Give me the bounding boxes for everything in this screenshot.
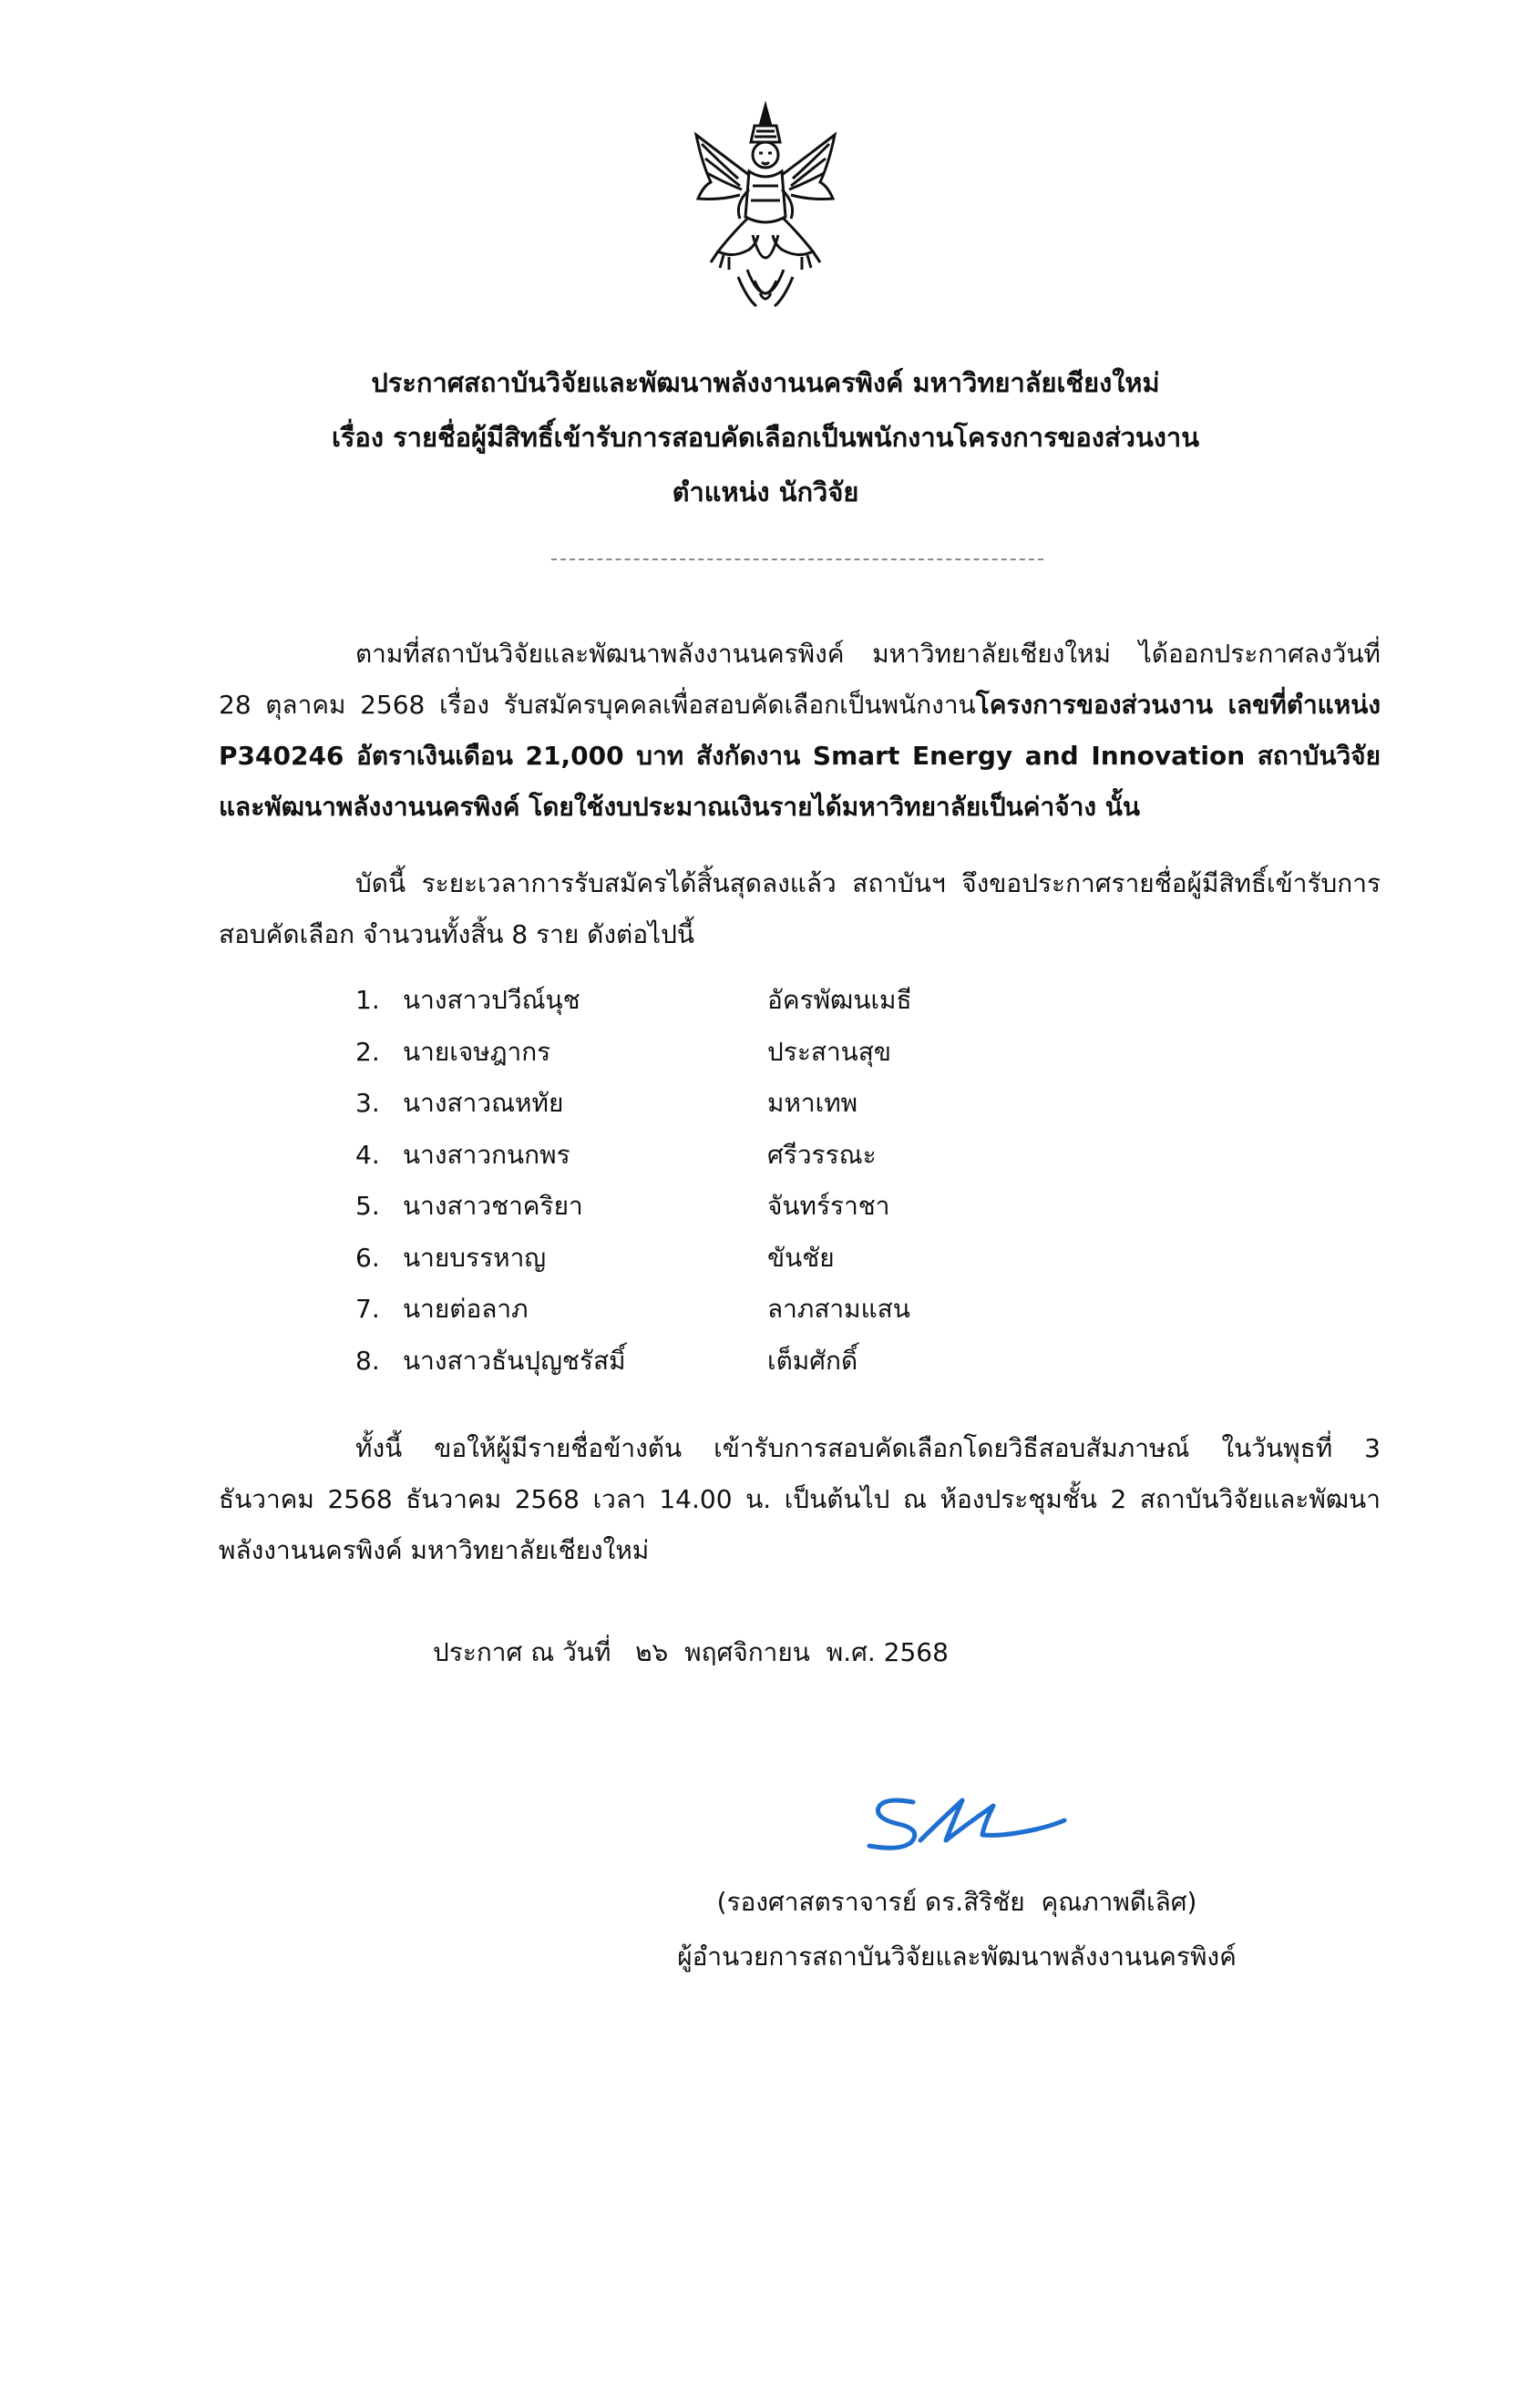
list-item: [355, 975, 1084, 1027]
announcement-title: ประกาศสถาบันวิจัยและพัฒนาพลังงานนครพิงค์ มหาวิทยาลัยเชียงใหม่: [371, 367, 1160, 398]
paragraph-background: [219, 629, 1381, 833]
list-item-last-name: ขันชัย: [767, 1242, 835, 1273]
list-item-first-name: นางสาวปวีณ์นุช: [403, 985, 580, 1015]
list-item-first-name: นายเจษฎากร: [403, 1036, 551, 1067]
list-item-last-name: มหาเทพ: [767, 1088, 858, 1118]
list-item-number: 6.: [355, 1242, 380, 1273]
dashed-divider: [551, 558, 1043, 560]
handwritten-signature-icon: [857, 1784, 1094, 1857]
signatory-name: (รองศาสตราจารย์ ดร.สิริชัย คุณภาพดีเลิศ): [716, 1887, 1197, 1917]
list-item-last-name: ประสานสุข: [767, 1036, 892, 1067]
list-item-first-name: นายต่อลาภ: [403, 1294, 529, 1324]
list-item-first-name: นางสาวณหทัย: [403, 1088, 564, 1118]
list-item-last-name: จันทร์ราชา: [767, 1191, 890, 1221]
list-item-number: 4.: [355, 1139, 380, 1170]
paragraph-announcement: บัดนี้ ระยะเวลาการรับสมัครได้สิ้นสุดลงแล้ว สถาบันฯ จึงขอประกาศรายชื่อผู้มีสิทธิ์เข้ารับการสอบคัดเลือก จำนวนทั้งสิ้น 8 ราย ดังต่อไปนี้: [219, 868, 1381, 949]
list-item: [355, 1233, 1084, 1285]
list-item-first-name: นายบรรหาญ: [403, 1242, 547, 1273]
list-item-first-name: นางสาวชาคริยา: [403, 1191, 583, 1221]
list-item-last-name: ลาภสามแสน: [767, 1294, 910, 1324]
list-item-number: 1.: [355, 985, 380, 1015]
list-item: [355, 1130, 1084, 1182]
list-item-number: 5.: [355, 1191, 380, 1221]
list-item: [355, 1027, 1084, 1079]
list-item: [355, 1284, 1084, 1336]
list-item: [355, 1181, 1084, 1233]
list-item-number: 3.: [355, 1088, 380, 1118]
paragraph-interview-details: ทั้งนี้ ขอให้ผู้มีรายชื่อข้างต้น เข้ารับการสอบคัดเลือกโดยวิธีสอบสัมภาษณ์ ในวันพุธที่ 3 ธันวาคม 2568 ธันวาคม 2568 เวลา 14.00 น. เป็นต้นไป ณ ห้องประชุมชั้น 2 สถาบันวิจัยและพัฒนาพลังงานนครพิงค์ มหาวิทยาลัยเชียงใหม่: [219, 1433, 1381, 1565]
list-item: [355, 1336, 1084, 1388]
announcement-date: ประกาศ ณ วันที่ ๒๖ พฤศจิกายน พ.ศ. 2568: [433, 1637, 949, 1667]
list-item-first-name: นางสาวกนกพร: [403, 1139, 570, 1170]
list-item-last-name: เต็มศักดิ์: [767, 1345, 858, 1376]
candidate-list: [355, 975, 1084, 1387]
list-item-number: 8.: [355, 1345, 380, 1376]
list-item-last-name: อัครพัฒนเมธี: [767, 985, 912, 1015]
list-item-number: 7.: [355, 1294, 380, 1324]
list-item: [355, 1078, 1084, 1130]
paragraph-background-text: ตามที่สถาบันวิจัยและพัฒนาพลังงานนครพิงค์ มหาวิทยาลัยเชียงใหม่ ได้ออกประกาศลงวันที่ 28 ตุลาคม 2568 เรื่อง รับสมัครบุคคลเพื่อสอบคัดเลือกเป็นพนักงาน: [219, 639, 1381, 720]
position-title: ตำแหน่ง นักวิจัย: [672, 476, 859, 507]
signatory-title: ผู้อำนวยการสถาบันวิจัยและพัฒนาพลังงานนครพิงค์: [677, 1942, 1237, 1972]
announcement-subject: เรื่อง รายชื่อผู้มีสิทธิ์เข้ารับการสอบคัดเลือกเป็นพนักงานโครงการของส่วนงาน: [331, 422, 1200, 453]
paragraph-background-bold: โครงการของส่วนงาน เลขที่ตำแหน่ง P340246 อัตราเงินเดือน 21,000 บาท สังกัดงาน Smart Energy and Innovation สถาบันวิจัยและพัฒนาพลังงานนครพิงค์ โดยใช้งบประมาณเงินรายได้มหาวิทยาลัยเป็นค่าจ้าง นั้น: [219, 690, 1381, 822]
list-item-last-name: ศรีวรรณะ: [767, 1139, 877, 1170]
list-item-first-name: นางสาวธันปุญชรัสมิ์: [403, 1345, 626, 1376]
list-item-number: 2.: [355, 1036, 380, 1067]
garuda-emblem-icon: [683, 98, 847, 335]
